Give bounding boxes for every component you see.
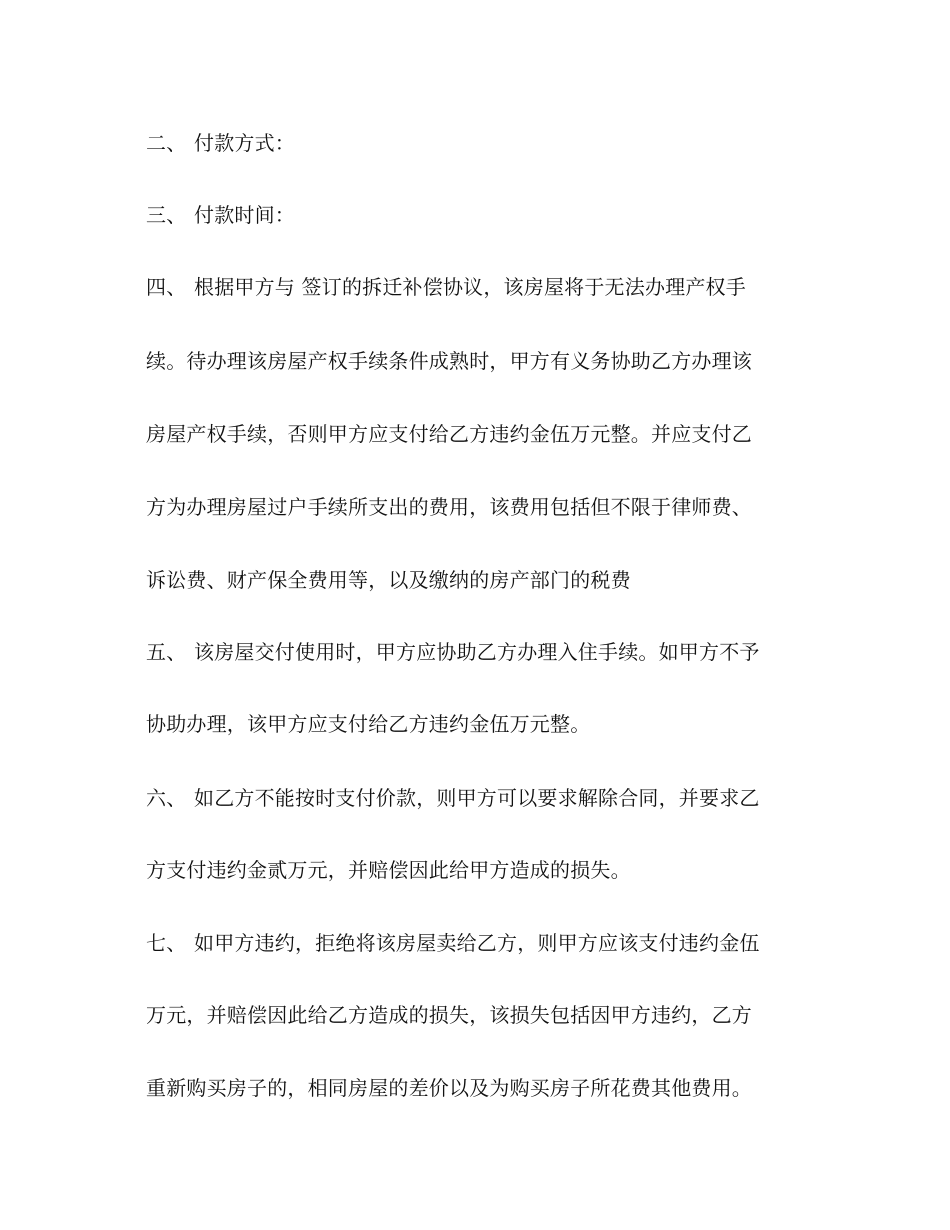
clause-7 [146, 928, 816, 958]
clause-text: 如甲方违约，拒绝将该房屋卖给乙方，则甲方应该支付违约金伍 [194, 931, 760, 955]
clause-text: 付款方式： [194, 131, 295, 155]
clause-4-line-3: 房屋产权手续，否则甲方应支付给乙方违约金伍万元整。并应支付乙 [146, 422, 752, 446]
clause-text: 如乙方不能按时支付价款，则甲方可以要求解除合同，并要求乙 [194, 786, 760, 810]
clause-4-line-5: 诉讼费、财产保全费用等，以及缴纳的房产部门的税费 [146, 568, 631, 592]
clause-6 [146, 783, 816, 813]
clause-2 [146, 128, 816, 158]
clause-4 [146, 272, 816, 302]
clause-number: 七、 [146, 931, 187, 955]
clause-number: 四、 [146, 275, 187, 299]
clause-4-line-4: 方为办理房屋过户手续所支出的费用，该费用包括但不限于律师费、 [146, 495, 752, 519]
clause-number: 二、 [146, 131, 187, 155]
clause-text: 该房屋交付使用时，甲方应协助乙方办理入住手续。如甲方不予 [194, 640, 760, 664]
clause-5 [146, 637, 816, 667]
clause-text: 根据甲方与 签订的拆迁补偿协议，该房屋将于无法办理产权手 [194, 275, 746, 299]
clause-6-line-2: 方支付违约金贰万元，并赔偿因此给甲方造成的损失。 [146, 858, 631, 882]
clause-5-line-2: 协助办理，该甲方应支付给乙方违约金伍万元整。 [146, 712, 591, 736]
clause-text: 付款时间： [194, 203, 295, 227]
clause-7-line-2: 万元，并赔偿因此给乙方造成的损失，该损失包括因甲方违约，乙方 [146, 1003, 752, 1027]
clause-3 [146, 200, 816, 230]
clause-7-line-3: 重新购买房子的，相同房屋的差价以及为购买房子所花费其他费用。 [146, 1076, 752, 1100]
clause-4-line-2: 续。待办理该房屋产权手续条件成熟时，甲方有义务协助乙方办理该 [146, 349, 752, 373]
clause-number: 五、 [146, 640, 187, 664]
clause-number: 六、 [146, 786, 187, 810]
clause-number: 三、 [146, 203, 187, 227]
